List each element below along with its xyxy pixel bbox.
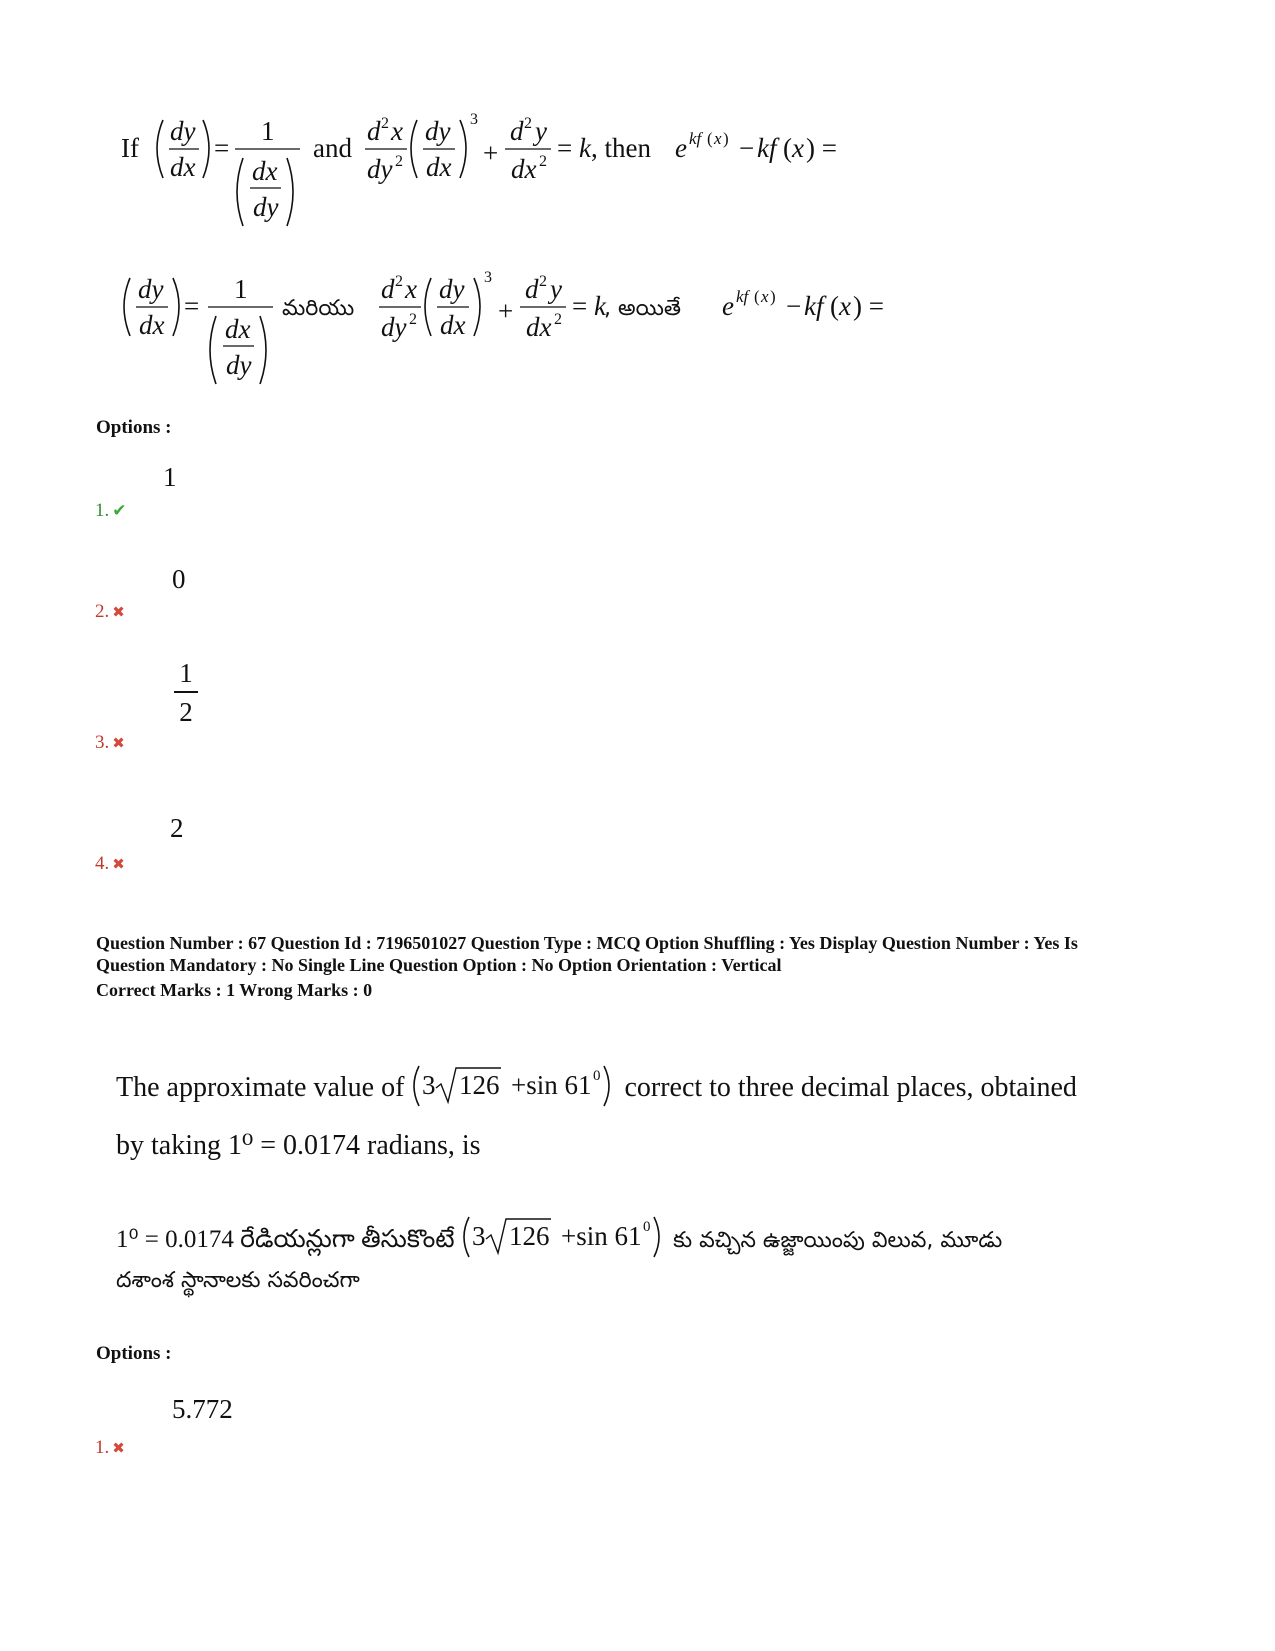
svg-text:dy: dy [425, 116, 451, 146]
svg-text:(: ( [707, 129, 713, 148]
question-66-telugu-equation [118, 270, 918, 390]
svg-text:dx: dx [526, 312, 552, 342]
svg-text:e: e [675, 133, 687, 163]
options-label: Options : [96, 417, 172, 438]
svg-text:) =: ) = [853, 291, 884, 321]
svg-text:3: 3 [471, 1221, 486, 1251]
svg-text:dx: dx [225, 314, 251, 344]
svg-text:2: 2 [539, 273, 547, 290]
question-67-english-line-2: by taking 1⁰ = 0.0174 radians, is [116, 1130, 481, 1161]
svg-text:0: 0 [593, 1068, 601, 1084]
svg-text:dy: dy [439, 274, 465, 304]
cross-icon: ✖ [112, 857, 125, 873]
svg-text:k: k [579, 133, 591, 163]
cube-root-expression [411, 1064, 617, 1108]
svg-text:2: 2 [395, 153, 403, 170]
option-3-numerator: 1 [179, 658, 193, 688]
svg-text:−: − [786, 291, 802, 321]
svg-text:=: = [572, 291, 588, 321]
question-67-telugu-line-1 [116, 1215, 1002, 1260]
question-66-english-equation [115, 112, 875, 232]
svg-text:d: d [510, 116, 524, 146]
option-1-value: 5.772 [172, 1394, 233, 1424]
svg-text:2: 2 [409, 311, 417, 328]
cross-icon: ✖ [112, 605, 125, 621]
svg-text:−: − [739, 133, 755, 163]
svg-text:x: x [839, 291, 851, 321]
option-2-number: 2. [95, 601, 110, 622]
svg-text:x: x [391, 116, 403, 146]
svg-text:(: ( [830, 291, 839, 321]
svg-text:=: = [184, 291, 200, 321]
svg-text:(: ( [783, 133, 792, 163]
option-3-denominator: 2 [179, 697, 193, 727]
svg-text:e: e [722, 291, 734, 321]
marks-line: Correct Marks : 1 Wrong Marks : 0 [96, 980, 373, 1000]
svg-text:1: 1 [234, 274, 248, 304]
check-icon: ✔ [112, 501, 127, 520]
svg-text:dy: dy [253, 192, 279, 222]
svg-text:+: + [498, 296, 514, 326]
svg-text:d: d [525, 274, 539, 304]
svg-text:kf: kf [736, 287, 749, 306]
svg-text:126: 126 [508, 1221, 550, 1251]
svg-text:) =: ) = [806, 133, 837, 163]
option-1[interactable] [95, 500, 127, 522]
option-2[interactable] [95, 601, 125, 623]
svg-text:+: + [483, 138, 499, 168]
svg-text:y: y [535, 116, 547, 146]
svg-text:): ) [723, 129, 729, 148]
eq-telugu-and-label: మరియు [282, 296, 355, 321]
cube-root-expression [461, 1215, 667, 1259]
svg-text:dx: dx [139, 310, 165, 340]
fraction-bar [174, 691, 198, 693]
telugu-line-1-suffix: కు వచ్చిన ఉజ్జాయింపు విలువ, మూడు [673, 1228, 1003, 1253]
svg-text:x: x [792, 133, 804, 163]
option-1-number: 1. [95, 500, 110, 521]
svg-text:k: k [594, 291, 606, 321]
question-67-telugu-line-2: దశాంశ స్థానాలకు సవరించగా [116, 1268, 360, 1293]
option-3-fraction [174, 660, 198, 726]
eq-and-label: and [313, 133, 352, 163]
cross-icon: ✖ [112, 1441, 125, 1457]
english-line-1-suffix: correct to three decimal places, obtained [624, 1072, 1077, 1103]
svg-text:dy: dy [170, 116, 196, 146]
svg-text:2: 2 [524, 115, 532, 132]
svg-text:+sin 61: +sin 61 [560, 1221, 642, 1251]
svg-text:y: y [550, 274, 562, 304]
eq-if-label: If [121, 133, 139, 163]
eq-telugu-then-label: , అయితే [604, 296, 681, 321]
option-2-value: 0 [172, 564, 186, 594]
svg-text:=: = [557, 133, 573, 163]
svg-text:+sin 61: +sin 61 [511, 1070, 592, 1100]
english-line-1-prefix: The approximate value of [116, 1072, 405, 1103]
question-meta-line-1: Question Number : 67 Question Id : 7196501027 Question Type : MCQ Option Shuffling : Yes Display Question Number : Yes Is [96, 933, 1078, 953]
svg-text:dy: dy [226, 350, 252, 380]
option-3[interactable] [95, 732, 125, 754]
svg-text:x: x [714, 129, 722, 148]
option-1[interactable] [95, 1437, 125, 1459]
svg-text:x: x [761, 287, 769, 306]
svg-text:3: 3 [422, 1070, 436, 1100]
option-4-value: 2 [170, 813, 184, 843]
question-meta-line-2: Question Mandatory : No Single Line Question Option : No Option Orientation : Vertical [96, 955, 782, 975]
options-label: Options : [96, 1343, 172, 1364]
option-1-number: 1. [95, 1437, 110, 1458]
svg-text:d: d [381, 274, 395, 304]
svg-text:x: x [405, 274, 417, 304]
svg-text:kf: kf [757, 133, 777, 163]
svg-text:2: 2 [539, 153, 547, 170]
svg-text:dy: dy [367, 154, 393, 184]
question-67-english-line-1 [116, 1064, 1077, 1108]
eq-then-label: , then [591, 133, 651, 163]
svg-text:2: 2 [395, 273, 403, 290]
svg-text:3: 3 [470, 111, 478, 128]
svg-text:dx: dx [511, 154, 537, 184]
svg-text:): ) [770, 287, 776, 306]
option-4[interactable] [95, 853, 125, 875]
option-1-value: 1 [163, 462, 177, 492]
svg-text:kf: kf [689, 129, 702, 148]
svg-text:dy: dy [381, 312, 407, 342]
svg-text:dx: dx [440, 310, 466, 340]
option-4-number: 4. [95, 853, 110, 874]
svg-text:dx: dx [170, 152, 196, 182]
svg-text:dy: dy [138, 274, 164, 304]
svg-text:0: 0 [642, 1219, 651, 1235]
svg-text:2: 2 [554, 311, 562, 328]
svg-text:dx: dx [252, 156, 278, 186]
svg-text:3: 3 [484, 269, 492, 286]
svg-text:d: d [367, 116, 381, 146]
svg-text:kf: kf [804, 291, 824, 321]
telugu-line-1-prefix: 1⁰ = 0.0174 రేడియన్లుగా తీసుకొంటే [116, 1226, 455, 1253]
svg-text:126: 126 [459, 1070, 500, 1100]
svg-text:1: 1 [261, 116, 275, 146]
svg-text:=: = [214, 133, 230, 163]
cross-icon: ✖ [112, 736, 125, 752]
svg-text:dx: dx [426, 152, 452, 182]
option-3-number: 3. [95, 732, 110, 753]
svg-text:2: 2 [381, 115, 389, 132]
svg-text:(: ( [754, 287, 760, 306]
